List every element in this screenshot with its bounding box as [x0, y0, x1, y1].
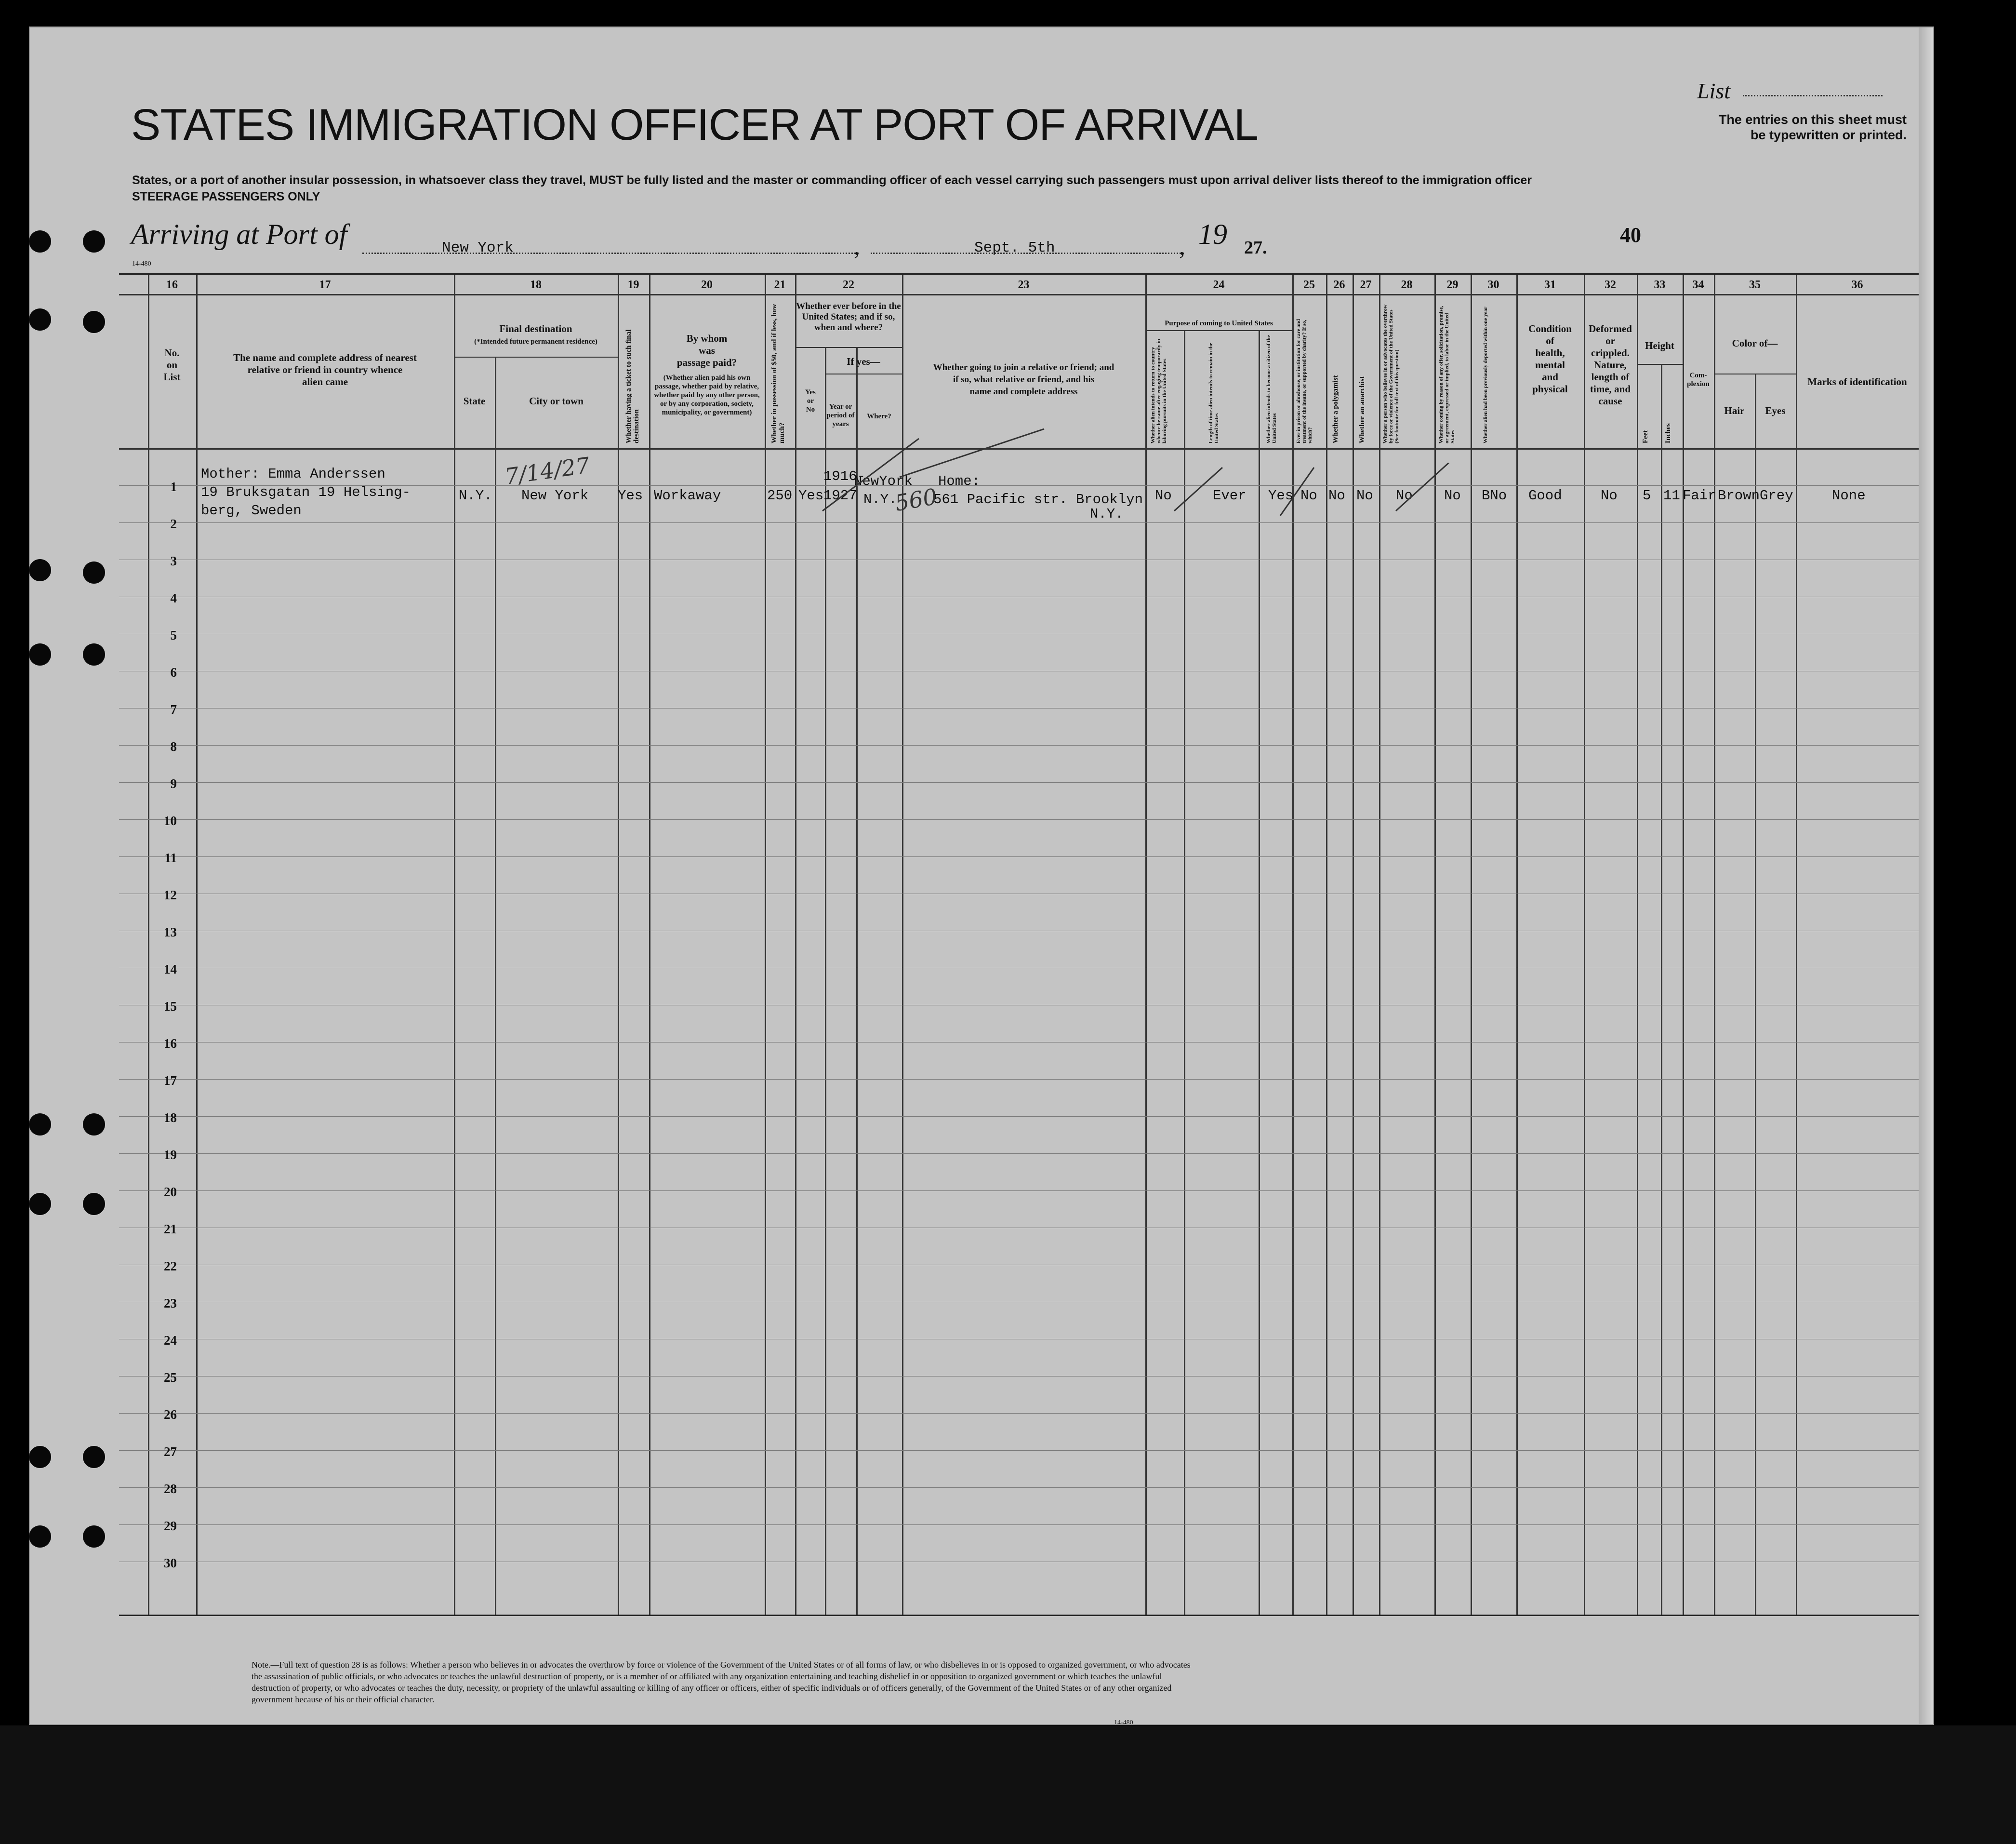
separator: ,	[1179, 233, 1185, 260]
row-number: 28	[164, 1482, 177, 1496]
row-number: 15	[164, 999, 177, 1014]
binder-hole	[29, 1193, 51, 1215]
entry-inches: 11	[1663, 488, 1680, 504]
header-joining: Whether going to join a relative or friend; and if so, what relative or friend, and his name and complete address	[933, 362, 1114, 397]
binder-hole	[29, 1446, 51, 1468]
header-feet: Feet	[1642, 430, 1649, 443]
entry-deformed: No	[1601, 488, 1618, 504]
header-divider	[119, 294, 1931, 295]
row-line	[119, 1487, 1931, 1488]
column-number: 30	[1487, 279, 1499, 291]
binder-hole	[83, 1193, 105, 1215]
page-title: STATES IMMIGRATION OFFICER AT PORT OF ARRIVAL	[131, 100, 1258, 149]
header-relative-address: The name and complete address of nearest relative or friend in country whence alien came	[233, 352, 417, 388]
entry-ticket: Yes	[618, 488, 643, 504]
row-number: 1	[170, 480, 177, 494]
row-number: 12	[164, 888, 177, 902]
row-number: 2	[170, 517, 177, 531]
row-line	[119, 1450, 1931, 1451]
separator: ,	[854, 233, 860, 260]
port-line	[362, 253, 859, 254]
column-line	[856, 347, 858, 1615]
binder-hole	[83, 1446, 105, 1468]
entry-feet: 5	[1643, 488, 1651, 504]
header-subdivider	[454, 357, 618, 358]
entry-period: 1927	[823, 488, 857, 504]
binder-hole	[83, 1525, 105, 1548]
instruction-note: The entries on this sheet must be typewritten or printed.	[1718, 112, 1907, 142]
sheet-number: 40	[1620, 223, 1641, 247]
column-number: 33	[1654, 279, 1666, 291]
entry-health: Good	[1528, 488, 1562, 504]
row-line	[119, 745, 1931, 746]
row-number: 25	[164, 1370, 177, 1385]
header-destination-note: (*Intended future permanent residence)	[474, 338, 597, 346]
subtitle-line: States, or a port of another insular possession, in whatsoever class they travel, MUST be fully listed and the master or commanding officer of each vessel carrying such passengers must upon arrival deliver lists thereof to the immigration officer	[132, 174, 1532, 187]
binder-hole	[29, 308, 51, 331]
form-code: 14-480	[132, 260, 151, 267]
year-prefix: 19	[1198, 218, 1227, 250]
binder-hole	[29, 559, 51, 581]
row-number: 11	[164, 851, 177, 865]
entry-polygamist: No	[1328, 488, 1345, 504]
manifest-sheet	[29, 27, 1934, 1725]
row-line	[119, 1153, 1931, 1154]
column-number: 23	[1018, 279, 1030, 291]
column-number: 25	[1303, 279, 1315, 291]
list-number-line	[1743, 95, 1883, 96]
pen-strokes	[1169, 463, 1459, 521]
port-value: New York	[442, 240, 514, 256]
entry-hair: Brown	[1718, 488, 1760, 504]
column-line	[1471, 275, 1472, 1615]
row-number: 26	[164, 1407, 177, 1422]
header-ever-before: Whether ever before in the United States; and if so, when and where?	[796, 301, 901, 333]
column-line	[454, 275, 455, 1615]
entry-marks: None	[1832, 488, 1866, 504]
header-polygamist: Whether a polygamist	[1332, 375, 1340, 443]
column-line	[1661, 364, 1662, 1615]
column-line	[618, 275, 619, 1615]
row-number: 3	[170, 554, 177, 568]
header-purpose-length: Length of time alien intends to remain in the United States	[1208, 343, 1220, 443]
row-number: 7	[170, 702, 177, 717]
header-question-28: Whether a person who believes in or advocates the overthrow by force or violence of the Government of the United States (See footnote for full text of this question)	[1382, 304, 1400, 443]
row-number: 8	[170, 739, 177, 754]
entry-citizen: Yes	[1268, 488, 1294, 504]
entry-money: 250	[767, 488, 793, 504]
column-line	[1145, 275, 1147, 1615]
column-line	[1637, 275, 1638, 1615]
header-possession: Whether in possession of $50, and if less, how much?	[770, 304, 786, 443]
row-number: 19	[164, 1148, 177, 1162]
column-number: 22	[843, 279, 854, 291]
entry-prison: No	[1300, 488, 1317, 504]
header-ticket: Whether having a ticket to such final destination	[625, 329, 640, 443]
column-number: 32	[1605, 279, 1616, 291]
header-marks: Marks of identification	[1807, 376, 1907, 388]
header-subdivider	[1145, 330, 1292, 331]
column-number: 36	[1851, 279, 1863, 291]
header-if-yes: If yes—	[847, 356, 880, 367]
header-question-29: Whether coming by reason of any offer, solicitation, promise, or agreement, expressed or implied, to labor in the United States	[1438, 306, 1456, 443]
row-number: 18	[164, 1110, 177, 1125]
entry-joining: 561 Pacific str. Brooklyn	[933, 492, 1143, 508]
binder-hole	[83, 1113, 105, 1136]
row-line	[119, 1190, 1931, 1191]
binder-hole	[83, 230, 105, 253]
header-where: Where?	[867, 413, 891, 420]
header-purpose-citizen: Whether alien intends to become a citizen of the United States	[1266, 335, 1277, 443]
row-line	[119, 856, 1931, 857]
manifest-table	[119, 273, 1931, 1616]
entry-where: NewYork	[854, 473, 913, 489]
entry-joining: N.Y.	[1090, 506, 1124, 522]
entry-relative-line: Mother: Emma Anderssen	[201, 466, 385, 482]
header-inches: Inches	[1664, 423, 1672, 443]
row-line	[119, 782, 1931, 783]
scan-border	[0, 1725, 2016, 1844]
header-state: State	[463, 395, 486, 407]
binder-hole	[29, 1113, 51, 1136]
footnote: Note.—Full text of question 28 is as follows: Whether a person who believes in or advocates the overthrow by force or violence of the Government of the United States or of all forms of law, or who disbelieves in or is opposed to organized government, or who advocates the assassination of public officials, or who advocates or teaches the unlawful destruction of property, or is a member of or affiliated with any organization entertaining and teaching disbelief in or opposition to organized government or which teaches the unlawful destruction of property, or who advocates or teaches the duty, necessity, or propriety of the unlawful assaulting or killing of any officer or officers, either of specific individuals or of officers generally, of the Government of the United States or of any other organized government because of his or their official character.	[252, 1660, 1191, 1704]
binder-hole	[29, 1525, 51, 1548]
row-number: 13	[164, 925, 177, 939]
column-number: 26	[1333, 279, 1345, 291]
binder-hole	[83, 561, 105, 584]
year-suffix: 27.	[1244, 238, 1267, 258]
header-final-destination: Final destination	[499, 323, 572, 334]
steerage-label: STEERAGE PASSENGERS ONLY	[132, 190, 320, 203]
row-number: 24	[164, 1333, 177, 1348]
header-health: Condition of health, mental and physical	[1528, 323, 1572, 395]
entry-eyes: Grey	[1760, 488, 1793, 504]
header-subdivider	[1637, 364, 1683, 365]
row-line	[119, 1116, 1931, 1117]
column-number: 27	[1360, 279, 1372, 291]
row-line	[119, 1413, 1931, 1414]
entry-complexion: Fair	[1683, 488, 1716, 504]
entry-return: No	[1155, 488, 1172, 504]
column-line	[1714, 275, 1715, 1615]
binder-hole	[83, 643, 105, 666]
row-number: 5	[170, 628, 177, 642]
row-line	[119, 1079, 1931, 1080]
binder-hole	[29, 230, 51, 253]
column-line	[148, 275, 149, 1615]
entry-period: 1916-	[823, 468, 866, 484]
entry-relative-line: berg, Sweden	[201, 503, 302, 519]
column-number: 24	[1213, 279, 1225, 291]
row-number: 14	[164, 962, 177, 976]
header-deformed: Deformed or crippled. Nature, length of time, and cause	[1589, 323, 1632, 407]
row-number: 30	[164, 1556, 177, 1570]
binder-hole	[83, 311, 105, 333]
header-height: Height	[1645, 340, 1674, 351]
column-line	[196, 275, 198, 1615]
header-yes-or-no: Yes or No	[805, 388, 816, 414]
column-line	[1584, 275, 1585, 1615]
footnote-code: 14-480	[1114, 1719, 1133, 1725]
header-purpose-return: Whether alien intends to return to country whence he came after engaging temporarily in laboring pursuits in the United States	[1150, 339, 1167, 443]
column-number: 17	[319, 279, 331, 291]
header-anarchist: Whether an anarchist	[1358, 376, 1366, 443]
row-number: 17	[164, 1073, 177, 1088]
pen-strokes	[818, 419, 1059, 516]
column-line	[795, 275, 796, 1615]
entry-question-30: BNo	[1482, 488, 1507, 504]
column-line	[1683, 275, 1684, 1615]
handwritten-date: 7/14/27	[503, 452, 592, 490]
row-number: 22	[164, 1259, 177, 1273]
entry-where: N.Y.	[863, 492, 897, 508]
column-line	[825, 347, 826, 1615]
row-line	[119, 522, 1931, 523]
entry-question-29: No	[1444, 488, 1461, 504]
list-label: List	[1697, 79, 1731, 103]
header-complexion: Com- plexion	[1687, 372, 1710, 388]
column-number: 19	[627, 279, 639, 291]
entry-state: N.Y.	[459, 488, 492, 504]
row-number: 10	[164, 814, 177, 828]
column-number: 34	[1692, 279, 1704, 291]
column-line	[1516, 275, 1518, 1615]
header-passage-note: (Whether alien paid his own passage, whether paid by relative, whether paid by any other person, or by any corporation, society, municipality, or government)	[654, 374, 760, 416]
entry-question-28: No	[1396, 488, 1413, 504]
row-number: 27	[164, 1444, 177, 1459]
row-line	[119, 1524, 1931, 1525]
header-period: Year or period of years	[826, 403, 855, 428]
row-number: 6	[170, 665, 177, 680]
entry-joining: Home:	[938, 473, 981, 489]
row-number: 9	[170, 776, 177, 791]
column-number: 21	[774, 279, 786, 291]
column-number: 16	[166, 279, 178, 291]
header-no-on-list: No. on List	[163, 347, 181, 383]
column-number: 28	[1401, 279, 1413, 291]
row-line	[119, 819, 1931, 820]
row-number: 20	[164, 1185, 177, 1199]
column-number: 35	[1749, 279, 1761, 291]
header-question-30: Whether alien had been previously deported within one year	[1483, 307, 1488, 443]
header-purpose: Purpose of coming to United States	[1165, 320, 1273, 327]
entry-relative-line: 19 Bruksgatan 19 Helsing-	[201, 484, 411, 500]
column-line	[649, 275, 650, 1615]
row-number: 29	[164, 1519, 177, 1533]
header-eyes: Eyes	[1765, 405, 1786, 416]
header-hair: Hair	[1724, 405, 1745, 416]
header-subdivider	[795, 347, 902, 348]
row-number: 21	[164, 1222, 177, 1236]
date-value: Sept. 5th	[974, 240, 1055, 256]
column-number: 31	[1544, 279, 1556, 291]
entry-length: Ever	[1213, 488, 1247, 504]
subtitle	[132, 172, 1532, 205]
handwritten-number: 560	[892, 483, 939, 517]
binder-hole	[29, 643, 51, 666]
column-number: 29	[1446, 279, 1459, 291]
column-line	[495, 357, 496, 1615]
header-city: City or town	[529, 395, 584, 407]
arriving-label: Arriving at Port of	[131, 218, 347, 250]
column-line	[765, 275, 766, 1615]
column-line	[1919, 275, 1920, 1615]
row-number: 23	[164, 1296, 177, 1310]
entry-passage: Workaway	[654, 488, 721, 504]
header-prison: Ever in prison or almshouse, or institution for care and treatment of the insane, or supported by charity? If so, which?	[1296, 319, 1313, 443]
row-number: 4	[170, 591, 177, 605]
entry-city: New York	[521, 488, 589, 504]
column-number: 18	[530, 279, 542, 291]
entry-ever-before: Yes	[798, 488, 824, 504]
column-number: 20	[701, 279, 713, 291]
entry-anarchist: No	[1356, 488, 1373, 504]
header-passage-paid: By whom was passage paid?	[676, 333, 737, 368]
header-color-of: Color of—	[1732, 337, 1778, 349]
row-number: 16	[164, 1036, 177, 1051]
column-line	[1796, 275, 1797, 1615]
